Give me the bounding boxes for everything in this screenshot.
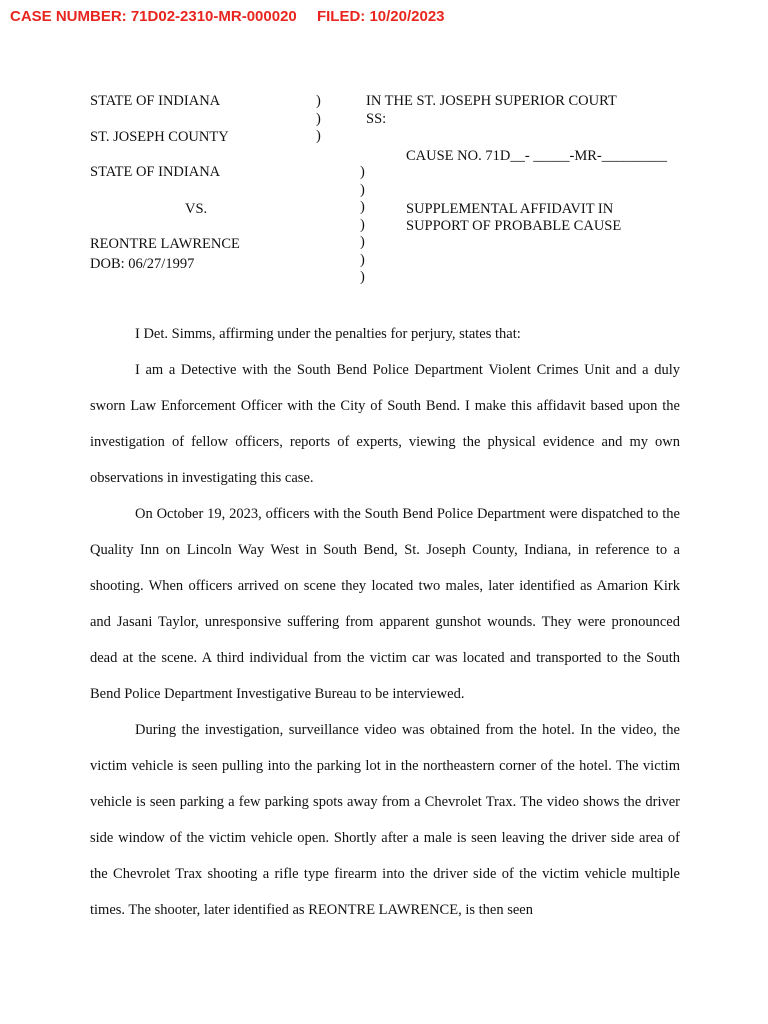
filed-date: FILED: 10/20/2023 bbox=[316, 8, 445, 25]
paragraph-investigation: During the investigation, surveillance video was obtained from the hotel. In the video, the victim vehicle is seen pulling into the parking lot in the northeastern corner of the hotel. The victim vehicle is seen parking a few parking spots away from a Chevrolet Trax. The video shows the driver side window of the victim vehicle open. Shortly after a male is seen leaving the driver side area of the Chevrolet Trax shooting a rifle type firearm into the driver side of the victim vehicle multiple times. The shooter, later identified as REONTRE LAWRENCE, is then seen bbox=[90, 722, 680, 918]
caption-dob: DOB: 06/27/1997 bbox=[90, 256, 195, 272]
caption-county: ST. JOSEPH COUNTY bbox=[90, 129, 229, 145]
caption-defendant: REONTRE LAWRENCE bbox=[90, 236, 240, 252]
caption-plaintiff: STATE OF INDIANA bbox=[90, 164, 221, 180]
caption-versus: VS. bbox=[185, 201, 208, 217]
caption-parens-top: ) ) ) bbox=[316, 93, 321, 144]
paragraph-credentials: I am a Detective with the South Bend Police Department Violent Crimes Unit and a duly sworn Law Enforcement Officer with the City of South Bend. I make this affidavit based upon the investigation of fellow officers, reports of experts, viewing the physical evidence and my own observations in investigating this case. bbox=[90, 362, 680, 486]
case-number: CASE NUMBER: 71D02-2310-MR-000020 bbox=[10, 8, 297, 25]
affidavit-body bbox=[90, 316, 680, 928]
caption-cause-number: CAUSE NO. 71D__- _____-MR-_________ bbox=[406, 148, 667, 164]
document-title-line-2: SUPPORT OF PROBABLE CAUSE bbox=[406, 218, 622, 234]
caption-court: IN THE ST. JOSEPH SUPERIOR COURT bbox=[366, 93, 617, 109]
paragraph-affirmation: I Det. Simms, affirming under the penalties for perjury, states that: bbox=[135, 326, 521, 342]
caption-parens-bottom: ) ) ) ) ) ) ) bbox=[360, 164, 365, 285]
document-title-line-1: SUPPLEMENTAL AFFIDAVIT IN bbox=[406, 201, 614, 217]
caption-ss: SS: bbox=[366, 111, 387, 127]
paragraph-incident: On October 19, 2023, officers with the South Bend Police Department were dispatched to the Quality Inn on Lincoln Way West in South Bend, St. Joseph County, Indiana, in reference to a shooting. When officers arrived on scene they located two males, later identified as Amarion Kirk and Jasani Taylor, unresponsive suffering from apparent gunshot wounds. They were pronounced dead at the scene. A third individual from the victim car was located and transported to the South Bend Police Department Investigative Bureau to be interviewed. bbox=[90, 506, 680, 702]
caption-state: STATE OF INDIANA bbox=[90, 93, 221, 109]
case-banner bbox=[10, 8, 445, 25]
